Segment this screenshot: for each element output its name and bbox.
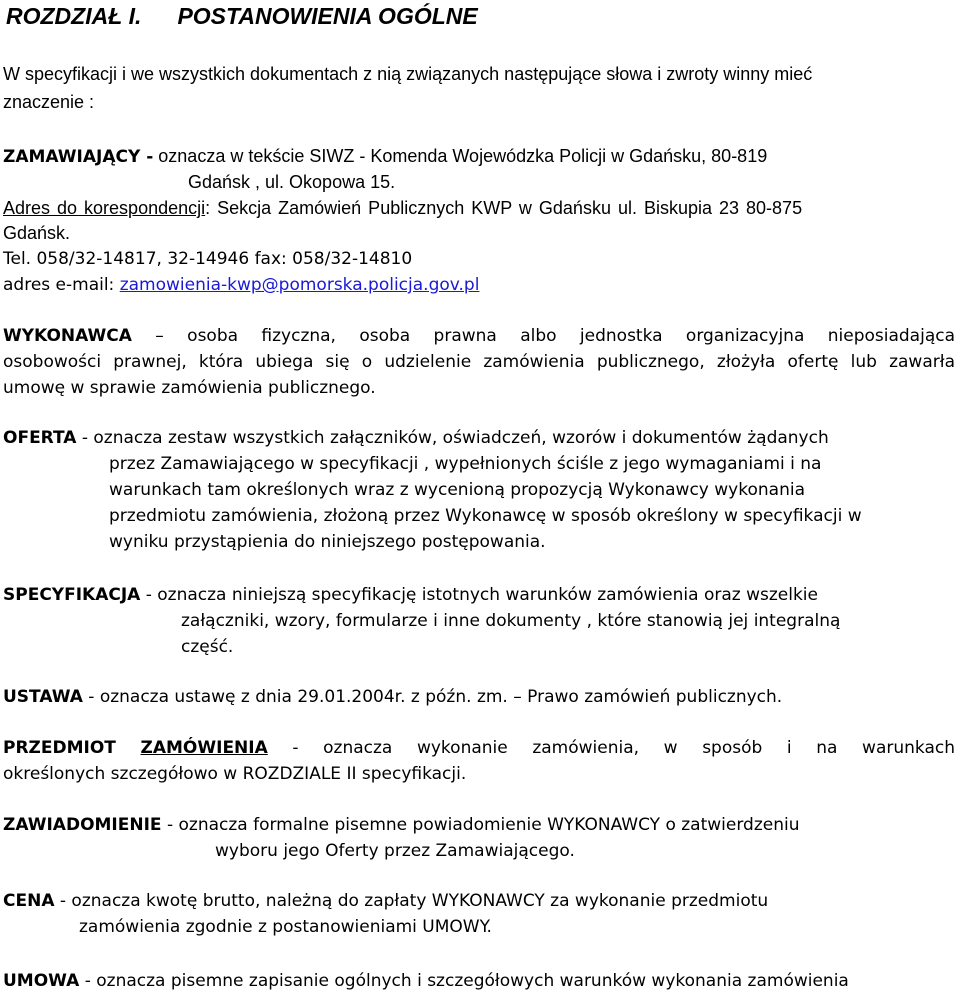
umowa-definition	[3, 971, 849, 991]
chapter-title: POSTANOWIENIA OGÓLNE	[177, 3, 478, 29]
wykonawca-line-3: umowę w sprawie zamówienia publicznego.	[3, 378, 376, 398]
zamawiajacy-line-2: Gdańsk , ul. Okopowa 15.	[188, 172, 396, 192]
zawiadomienie-line-1	[3, 815, 799, 835]
cena-term: CENA	[3, 891, 55, 911]
email-line	[3, 275, 479, 295]
oferta-line-5: wyniku przystąpienia do niniejszego postępowania.	[109, 532, 546, 552]
chapter-heading	[6, 3, 478, 30]
address-city: Gdańsk.	[3, 223, 71, 243]
cena-text: - oznacza kwotę brutto, należną do zapłaty WYKONAWCY za wykonanie przedmiotu	[54, 891, 769, 911]
oferta-line-3: warunkach tam określonych wraz z wycenioną propozycją Wykonawcy wykonania	[109, 480, 805, 500]
zawiadomienie-line-2: wyboru jego Oferty przez Zamawiającego.	[215, 841, 575, 861]
oferta-line-1	[3, 428, 829, 448]
przedmiot-term-1: PRZEDMIOT	[3, 738, 116, 758]
ustawa-definition	[3, 687, 782, 707]
wykonawca-term: WYKONAWCA	[3, 326, 132, 346]
oferta-line-4: przedmiotu zamówienia, złożoną przez Wykonawcę w sposób określony w specyfikacji w	[109, 506, 862, 526]
przedmiot-line-1	[3, 738, 955, 758]
intro-line-2: znaczenie :	[3, 92, 95, 112]
specyfikacja-line-1	[3, 585, 818, 605]
specyfikacja-line-2: załączniki, wzory, formularze i inne dokumenty , które stanowią jej integralną	[181, 611, 841, 631]
intro-line-1: W specyfikacji i we wszystkich dokumentach z nią związanych następujące słowa i zwroty winny mieć	[3, 64, 813, 84]
umowa-text: - oznacza pisemne zapisanie ogólnych i szczegółowych warunków wykonania zamówienia	[79, 971, 849, 991]
address-label: Adres do korespondencji	[3, 198, 206, 218]
zamawiajacy-term: ZAMAWIAJĄCY -	[3, 147, 154, 167]
ustawa-term: USTAWA	[3, 687, 83, 707]
przedmiot-text: - oznacza wykonanie zamówienia, w sposób i na warunkach	[267, 738, 955, 758]
wykonawca-text: – osoba fizyczna, osoba prawna albo jednostka organizacyjna nieposiadająca	[131, 326, 955, 346]
wykonawca-line-2: osobowości prawnej, która ubiega się o udzielenie zamówienia publicznego, złożyła ofertę lub zawarła	[3, 352, 955, 372]
specyfikacja-text: - oznacza niniejszą specyfikację istotnych warunków zamówienia oraz wszelkie	[140, 585, 818, 605]
phone-fax: Tel. 058/32-14817, 32-14946 fax: 058/32-14810	[3, 249, 413, 269]
wykonawca-line-1	[3, 326, 955, 346]
umowa-term: UMOWA	[3, 971, 80, 991]
ustawa-text: - oznacza ustawę z dnia 29.01.2004r. z późn. zm. – Prawo zamówień publicznych.	[82, 687, 783, 707]
przedmiot-line-2: określonych szczegółowo w ROZDZIALE II specyfikacji.	[3, 764, 467, 784]
oferta-text: - oznacza zestaw wszystkich załączników, oświadczeń, wzorów i dokumentów żądanych	[76, 428, 829, 448]
oferta-line-2: przez Zamawiającego w specyfikacji , wypełnionych ściśle z jego wymaganiami i na	[109, 454, 822, 474]
zawiadomienie-text: - oznacza formalne pisemne powiadomienie WYKONAWCY o zatwierdzeniu	[161, 815, 800, 835]
cena-line-2: zamówienia zgodnie z postanowieniami UMOWY.	[79, 917, 492, 937]
address-text: : Sekcja Zamówień Publicznych KWP w Gdańsku ul. Biskupia 23 80-875	[205, 198, 803, 218]
zamawiajacy-text: oznacza w tekście SIWZ - Komenda Wojewódzka Policji w Gdańsku, 80-819	[153, 146, 768, 166]
oferta-term: OFERTA	[3, 428, 77, 448]
zamawiajacy-definition	[3, 146, 767, 167]
specyfikacja-line-3: część.	[181, 637, 234, 657]
specyfikacja-term: SPECYFIKACJA	[3, 585, 141, 605]
przedmiot-term-2: ZAMÓWIENIA	[140, 738, 268, 758]
chapter-number: ROZDZIAŁ I.	[6, 3, 142, 29]
zamawiajacy-address	[3, 198, 802, 219]
email-label: adres e-mail:	[3, 275, 120, 295]
email-link[interactable]: zamowienia-kwp@pomorska.policja.gov.pl	[119, 275, 480, 295]
zawiadomienie-term: ZAWIADOMIENIE	[3, 815, 162, 835]
cena-line-1	[3, 891, 768, 911]
